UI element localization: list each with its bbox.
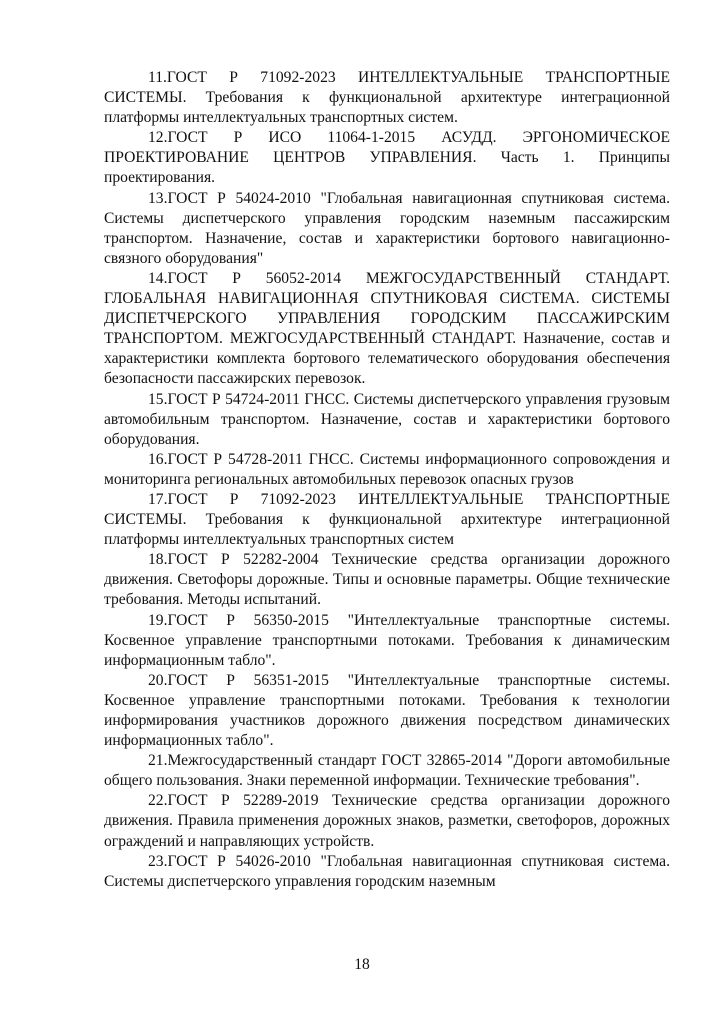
reference-entry-13: 13.ГОСТ Р 54024-2010 "Глобальная навигационная спутниковая система. Системы диспетчерского управления городским наземным пассажирским транспортом. Назначение, состав и характеристики бортового навигационно-связного оборудования"	[104, 189, 670, 267]
reference-entry-12: 12.ГОСТ Р ИСО 11064-1-2015 АСУДД. ЭРГОНОМИЧЕСКОЕ ПРОЕКТИРОВАНИЕ ЦЕНТРОВ УПРАВЛЕНИЯ. Часть 1. Принципы проектирования.	[104, 129, 670, 187]
reference-entry-19: 19.ГОСТ Р 56350-2015 "Интеллектуальные транспортные системы. Косвенное управление транспортными потоками. Требования к динамическим информационным табло".	[104, 611, 670, 669]
reference-entry-23: 23.ГОСТ Р 54026-2010 "Глобальная навигационная спутниковая система. Системы диспетчерского управления городским наземным	[104, 852, 670, 890]
reference-entry-20: 20.ГОСТ Р 56351-2015 "Интеллектуальные транспортные системы. Косвенное управление транспортными потоками. Требования к технологии информирования участников дорожного движения посредством динамических информационных табло".	[104, 671, 670, 750]
page-number: 18	[354, 956, 370, 973]
reference-entry-22: 22.ГОСТ Р 52289-2019 Технические средства организации дорожного движения. Правила применения дорожных знаков, разметки, светофоров, дорожных ограждений и направляющих устройств.	[104, 792, 670, 850]
reference-entry-18: 18.ГОСТ Р 52282-2004 Технические средства организации дорожного движения. Светофоры дорожные. Типы и основные параметры. Общие технические требования. Методы испытаний.	[104, 551, 670, 609]
reference-entry-11: 11.ГОСТ Р 71092-2023 ИНТЕЛЛЕКТУАЛЬНЫЕ ТРАНСПОРТНЫЕ СИСТЕМЫ. Требования к функциональной архитектуре интеграционной платформы интеллектуальных транспортных систем.	[104, 69, 670, 127]
reference-entry-16: 16.ГОСТ Р 54728-2011 ГНСС. Системы информационного сопровождения и мониторинга региональных автомобильных перевозок опасных грузов	[104, 450, 670, 488]
reference-entry-14: 14.ГОСТ Р 56052-2014 МЕЖГОСУДАРСТВЕННЫЙ СТАНДАРТ. ГЛОБАЛЬНАЯ НАВИГАЦИОННАЯ СПУТНИКОВАЯ СИСТЕМА. СИСТЕМЫ ДИСПЕТЧЕРСКОГО УПРАВЛЕНИЯ ГОРОДСКИМ ПАССАЖИРСКИМ ТРАНСПОРТОМ. МЕЖГОСУДАРСТВЕННЫЙ СТАНДАРТ. Назначение, состав и характеристики комплекта бортового телематического оборудования обеспечения безопасности пассажирских перевозок.	[104, 269, 670, 388]
reference-entry-21: 21.Межгосударственный стандарт ГОСТ 32865-2014 "Дороги автомобильные общего пользования. Знаки переменной информации. Технические требования".	[104, 752, 670, 790]
reference-list	[104, 68, 670, 892]
reference-entry-17: 17.ГОСТ Р 71092-2023 ИНТЕЛЛЕКТУАЛЬНЫЕ ТРАНСПОРТНЫЕ СИСТЕМЫ. Требования к функциональной архитектуре интеграционной платформы интеллектуальных транспортных систем	[104, 490, 670, 549]
reference-entry-15: 15.ГОСТ Р 54724-2011 ГНСС. Системы диспетчерского управления грузовым автомобильным транспортом. Назначение, состав и характеристики бортового оборудования.	[104, 390, 670, 448]
